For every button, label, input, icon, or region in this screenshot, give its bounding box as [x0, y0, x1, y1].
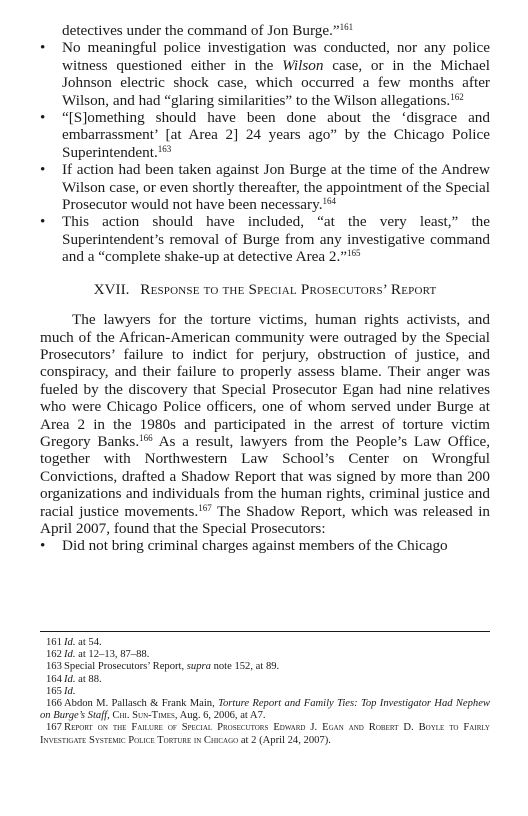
section-title: Response to the Special Prosecutors’ Report: [140, 280, 437, 298]
footnote-ref[interactable]: 165: [347, 248, 361, 259]
footnote: 162 Id. at 12–13, 87–88.: [46, 649, 150, 661]
footnote-number: 165: [46, 685, 62, 697]
list-item: • If action had been taken against Jon Burge at the time of the Andrew Wilson case, or even shortly thereafter, the appointment of the Special Prosecutor would not have been necessary.$^{164}$: [40, 161, 490, 213]
list-item: • No meaningful police investigation was conducted, nor any police witness questioned either in the Wilson case, or in the Michael Johnson electric shock case, which occurred a few months after Wilson, and had “glaring similarities” to the Wilson allegations.$^{162}$: [40, 39, 490, 109]
footnote-number: 161: [46, 637, 62, 648]
section-number: XVII.: [93, 280, 130, 298]
footnote-number: 164: [46, 673, 62, 685]
footnote-number: 166: [46, 698, 62, 710]
footnote-ref[interactable]: 161: [339, 22, 354, 32]
footnote-divider: [40, 631, 490, 632]
section-heading: [40, 281, 490, 298]
footnote: 165 Id.: [46, 685, 76, 697]
footnotes: [40, 637, 490, 747]
footnote-ref[interactable]: 163: [157, 143, 172, 154]
footnote: 166 Abdon M. Pallasch & Frank Main, Torture Report and Family Ties: Top Investigator Had Nephew on Burge’s Staff, Chi. Sun-Times, Aug. 6, 2006, at A7.: [40, 698, 490, 722]
list-item: • This action should have included, “at the very least,” the Superintendent’s removal of Burge from any investigative command and a “complete shake-up at detective Area 2.”$^{165}$: [40, 213, 490, 265]
footnote-ref[interactable]: 167: [198, 502, 212, 513]
footnote-number: 167: [46, 722, 62, 734]
footnote-ref[interactable]: 164: [322, 196, 336, 207]
shadow-report-findings-list: [40, 537, 490, 554]
footnote: 167 Report on the Failure of Special Prosecutors Edward J. Egan and Robert D. Boyle to Fairly Investigate Systemic Police Torture in Chicago at 2 (April 24, 2007).: [40, 722, 490, 746]
footnote-ref[interactable]: 166: [139, 432, 153, 443]
list-item: • Did not bring criminal charges against members of the Chicago: [40, 537, 490, 554]
footnote: 164 Id. at 88.: [46, 673, 102, 685]
footnote-ref[interactable]: 162: [450, 91, 464, 102]
findings-list: [40, 39, 490, 265]
continuation-line: detectives under the command of Jon Burge.”$^{161}$: [62, 22, 354, 39]
footnote: 163 Special Prosecutors’ Report, supra note 152, at 89.: [46, 661, 280, 673]
footnote-number: 162: [46, 649, 62, 661]
body-paragraph: The lawyers for the torture victims, human rights activists, and much of the African-American community were outraged by the Special Prosecutors’ failure to indict for perjury, obstruction of justice, and conspiracy, and their failure to properly assess blame. Their anger was fueled by the discovery that Special Prosecutor Egan had nine relatives who were Chicago Police officers, one of whom served under Burge at Area 2 in the 1980s and participated in the arrest of torture victim Gregory Banks.$^{166}$ As a result, lawyers from the People’s Law Office, together with Northwestern Law School’s Center on Wrongful Convictions, drafted a Shadow Report that was signed by more than 200 organizations and individuals from the human rights, criminal justice and racial justice movements.$^{167}$ The Shadow Report, which was released in April 2007, found that the Special Prosecutors:: [40, 311, 491, 537]
footnote-number: 163: [46, 661, 62, 673]
footnote: 161 Id. at 54.: [46, 637, 102, 648]
page-body: [40, 22, 490, 555]
list-item: • “[S]omething should have been done about the ‘disgrace and embarrassment’ [at Area 2] 24 years ago” by the Chicago Police Superintendent.$^{163}$: [40, 109, 490, 161]
